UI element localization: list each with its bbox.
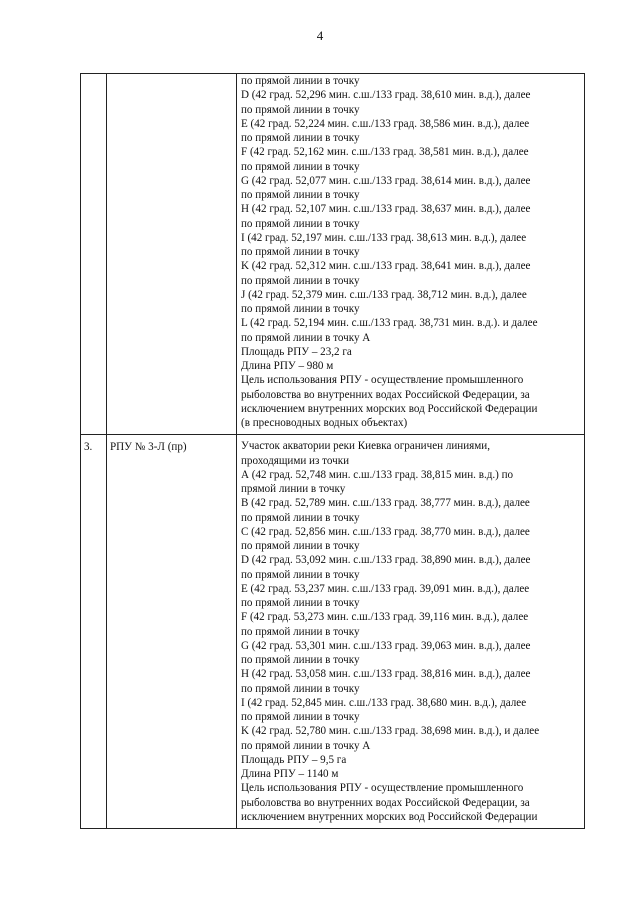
description-line: исключением внутренних морских вод Российской Федерации — [241, 402, 538, 415]
plot-description-cell — [237, 74, 585, 435]
description-line: по прямой линии в точку — [241, 540, 360, 552]
description-line: E (42 град. 52,224 мин. с.ш./133 град. 38,586 мин. в.д.), далее — [241, 117, 530, 130]
description-line: I (42 град. 52,845 мин. с.ш./133 град. 38,680 мин. в.д.), далее — [241, 696, 527, 709]
description-line: по прямой линии в точку — [241, 597, 360, 609]
description-line: исключением внутренних морских вод Российской Федерации — [241, 810, 538, 823]
description-line: J (42 град. 52,379 мин. с.ш./133 град. 38,712 мин. в.д.), далее — [241, 288, 527, 301]
description-line: L (42 град. 52,194 мин. с.ш./133 град. 38,731 мин. в.д.). и далее — [241, 317, 538, 330]
plot-code-cell — [107, 74, 237, 435]
plot-description-cell — [237, 435, 585, 829]
description-line: рыболовства во внутренних водах Российской Федерации, за — [241, 388, 530, 401]
description-line: по прямой линии в точку А — [241, 331, 371, 344]
table-row — [81, 435, 585, 829]
description-line: по прямой линии в точку — [241, 189, 360, 201]
description-line: Участок акватории реки Киевка ограничен линиями, — [241, 440, 491, 453]
table-row — [81, 74, 585, 435]
description-line: по прямой линии в точку — [241, 711, 360, 723]
description-line: по прямой линии в точку — [241, 682, 360, 695]
row-number-cell: 3. — [81, 435, 107, 829]
description-line: G (42 град. 53,301 мин. с.ш./133 град. 39,063 мин. в.д.), далее — [241, 639, 531, 652]
description-line: Длина РПУ – 980 м — [241, 360, 334, 372]
description-line: F (42 град. 52,162 мин. с.ш./133 град. 38,581 мин. в.д.), далее — [241, 146, 529, 159]
description-line: B (42 град. 52,789 мин. с.ш./133 град. 38,777 мин. в.д.), далее — [241, 497, 530, 510]
description-line: Площадь РПУ – 23,2 га — [241, 345, 352, 358]
description-line: по прямой линии в точку — [241, 132, 360, 144]
description-line: по прямой линии в точку — [241, 75, 360, 87]
plot-code-cell: РПУ № 3-Л (пр) — [107, 435, 237, 829]
description-line: (в пресноводных водных объектах) — [241, 417, 408, 429]
description-line: по прямой линии в точку — [241, 246, 360, 258]
description-line: I (42 град. 52,197 мин. с.ш./133 град. 38,613 мин. в.д.), далее — [241, 231, 527, 244]
description-line: Цель использования РПУ - осуществление промышленного — [241, 374, 524, 387]
description-line: E (42 град. 53,237 мин. с.ш./133 град. 39,091 мин. в.д.), далее — [241, 582, 530, 595]
page-number: 4 — [316, 28, 324, 43]
description-line: по прямой линии в точку — [241, 654, 360, 666]
description-line: по прямой линии в точку — [241, 103, 360, 116]
row-number-cell — [81, 74, 107, 435]
description-line: по прямой линии в точку — [241, 217, 360, 230]
description-line: H (42 град. 52,107 мин. с.ш./133 град. 38,637 мин. в.д.), далее — [241, 203, 531, 216]
description-line: по прямой линии в точку — [241, 274, 360, 287]
description-line: прямой линии в точку — [241, 483, 346, 495]
description-line: по прямой линии в точку — [241, 511, 360, 524]
description-line: Длина РПУ – 1140 м — [241, 768, 339, 780]
description-line: C (42 град. 52,856 мин. с.ш./133 град. 38,770 мин. в.д.), далее — [241, 525, 530, 538]
description-line: рыболовства во внутренних водах Российской Федерации, за — [241, 796, 530, 809]
description-line: проходящими из точки — [241, 454, 350, 467]
description-line: А (42 град. 52,748 мин. с.ш./133 град. 38,815 мин. в.д.) по — [241, 468, 514, 481]
description-line: по прямой линии в точку — [241, 160, 360, 173]
description-line: по прямой линии в точку — [241, 568, 360, 581]
description-line: H (42 град. 53,058 мин. с.ш./133 град. 38,816 мин. в.д.), далее — [241, 668, 531, 681]
description-line: Площадь РПУ – 9,5 га — [241, 753, 347, 766]
description-line: G (42 град. 52,077 мин. с.ш./133 град. 38,614 мин. в.д.), далее — [241, 174, 531, 187]
description-line: по прямой линии в точку А — [241, 739, 371, 752]
plots-table — [80, 73, 585, 829]
description-line: по прямой линии в точку — [241, 303, 360, 315]
description-line: K (42 град. 52,780 мин. с.ш./133 град. 38,698 мин. в.д.), и далее — [241, 725, 540, 738]
description-line: F (42 град. 53,273 мин. с.ш./133 град. 39,116 мин. в.д.), далее — [241, 611, 529, 624]
description-line: D (42 град. 52,296 мин. с.ш./133 град. 38,610 мин. в.д.), далее — [241, 89, 531, 102]
description-line: D (42 град. 53,092 мин. с.ш./133 град. 38,890 мин. в.д.), далее — [241, 554, 531, 567]
description-line: по прямой линии в точку — [241, 625, 360, 638]
description-line: K (42 град. 52,312 мин. с.ш./133 град. 38,641 мин. в.д.), далее — [241, 260, 531, 273]
description-line: Цель использования РПУ - осуществление промышленного — [241, 782, 524, 795]
